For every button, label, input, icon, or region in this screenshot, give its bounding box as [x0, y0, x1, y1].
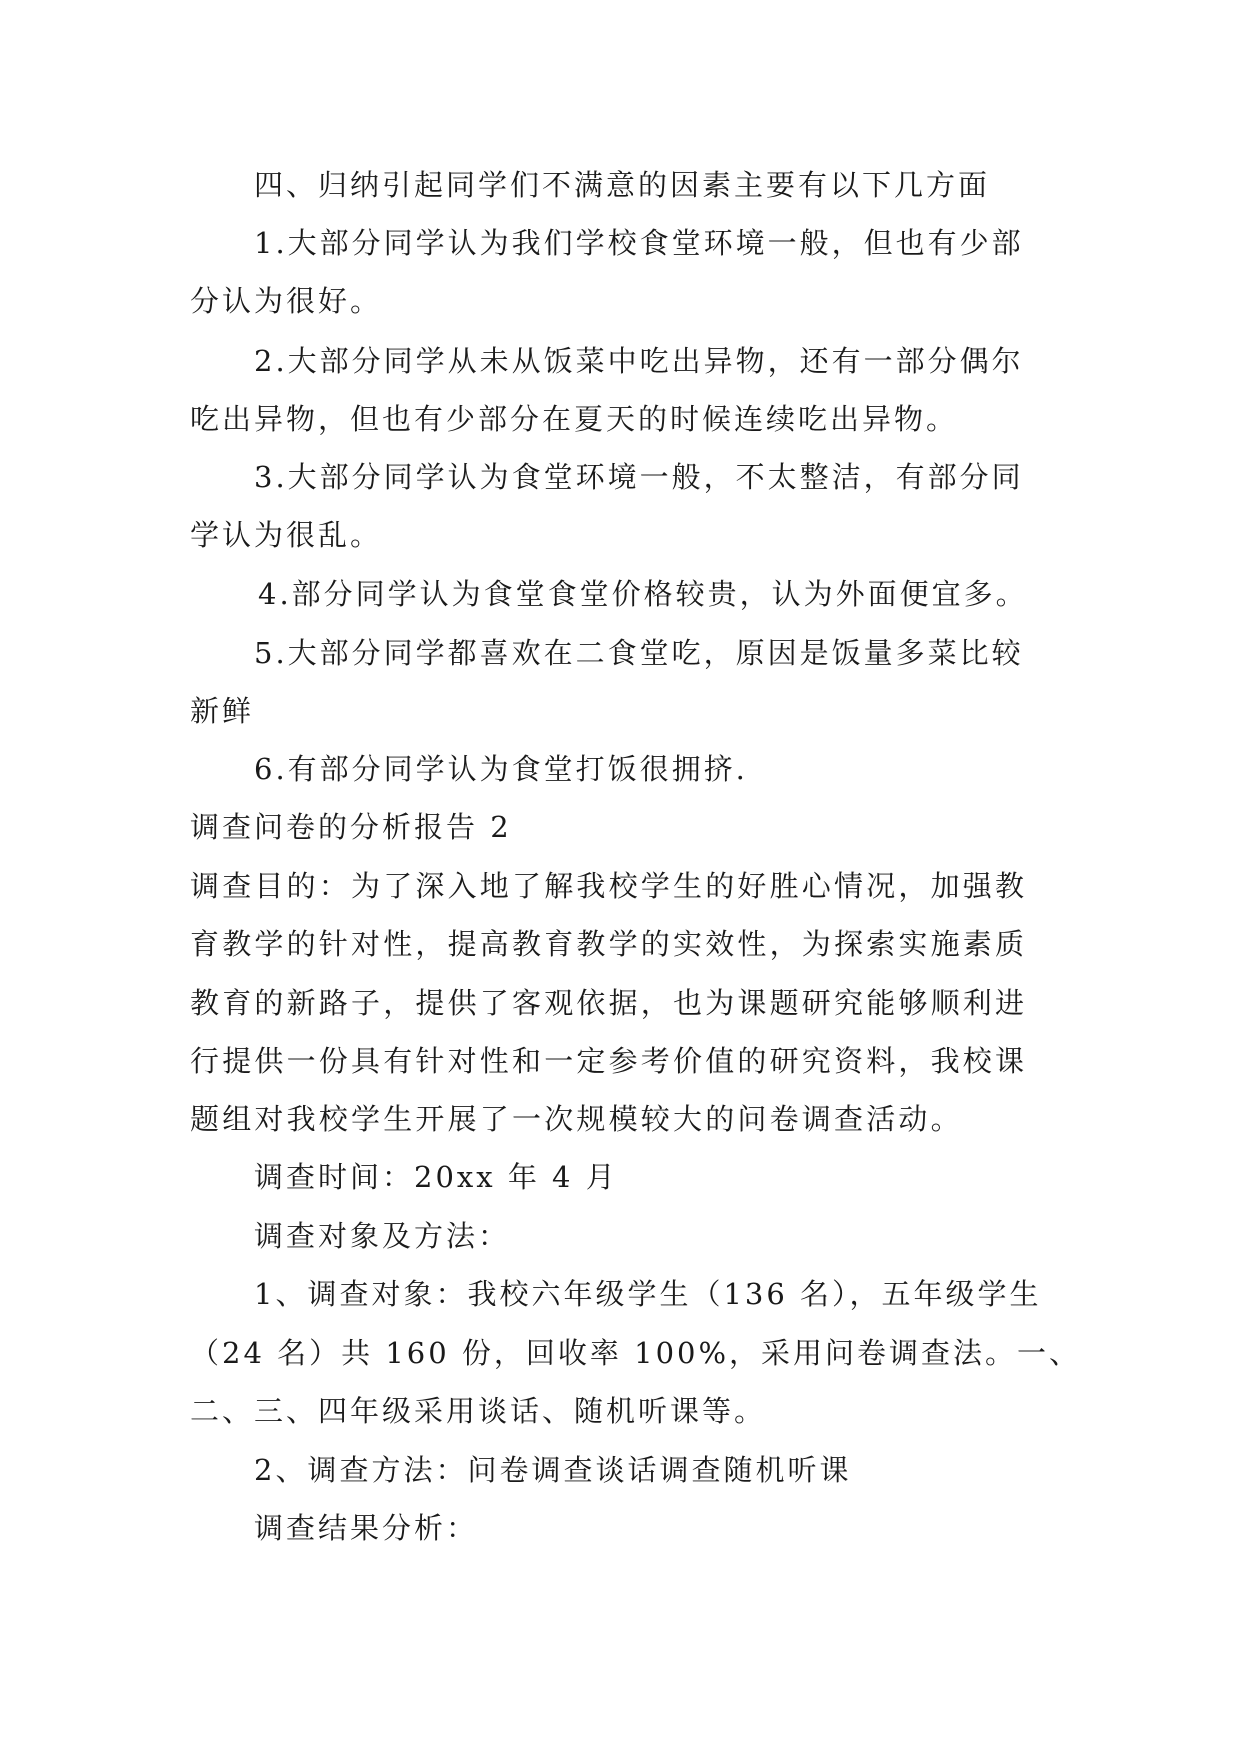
paragraph-line: 题组对我校学生开展了一次规模较大的问卷调查活动。	[190, 1102, 963, 1136]
paragraph-line: 吃出异物，但也有少部分在夏天的时候连续吃出异物。	[190, 402, 959, 436]
paragraph-line: 5.大部分同学都喜欢在二食堂吃，原因是饭量多菜比较	[254, 636, 1024, 670]
report-title: 调查问卷的分析报告 2	[190, 810, 512, 844]
section-heading-four: 四、归纳引起同学们不满意的因素主要有以下几方面	[254, 168, 991, 202]
paragraph-line: 学认为很乱。	[190, 518, 383, 552]
paragraph-line: 1、调查对象：我校六年级学生（136 名），五年级学生	[254, 1277, 1042, 1311]
paragraph-line: 6.有部分同学认为食堂打饭很拥挤.	[254, 752, 748, 786]
paragraph-line: 行提供一份具有针对性和一定参考价值的研究资料，我校课	[190, 1044, 1028, 1078]
paragraph-line: 分认为很好。	[190, 284, 383, 318]
paragraph-line: 调查目的：为了深入地了解我校学生的好胜心情况，加强教	[190, 869, 1028, 903]
paragraph-line: 4.部分同学认为食堂食堂价格较贵，认为外面便宜多。	[258, 577, 1028, 611]
paragraph-line: （24 名）共 160 份，回收率 100%，采用问卷调查法。一、	[190, 1336, 1082, 1370]
results-heading: 调查结果分析：	[254, 1511, 479, 1545]
survey-method: 2、调查方法：问卷调查谈话调查随机听课	[254, 1453, 852, 1487]
paragraph-line: 2.大部分同学从未从饭菜中吃出异物，还有一部分偶尔	[254, 344, 1024, 378]
paragraph-line: 新鲜	[190, 694, 255, 728]
survey-subject-heading: 调查对象及方法：	[254, 1219, 511, 1253]
survey-time: 调查时间：20xx 年 4 月	[254, 1160, 618, 1194]
paragraph-line: 二、三、四年级采用谈话、随机听课等。	[190, 1394, 767, 1428]
paragraph-line: 3.大部分同学认为食堂环境一般，不太整洁，有部分同	[254, 460, 1024, 494]
paragraph-line: 1.大部分同学认为我们学校食堂环境一般，但也有少部	[254, 226, 1024, 260]
paragraph-line: 教育的新路子，提供了客观依据，也为课题研究能够顺利进	[190, 986, 1028, 1020]
paragraph-line: 育教学的针对性，提高教育教学的实效性，为探索实施素质	[190, 927, 1028, 961]
